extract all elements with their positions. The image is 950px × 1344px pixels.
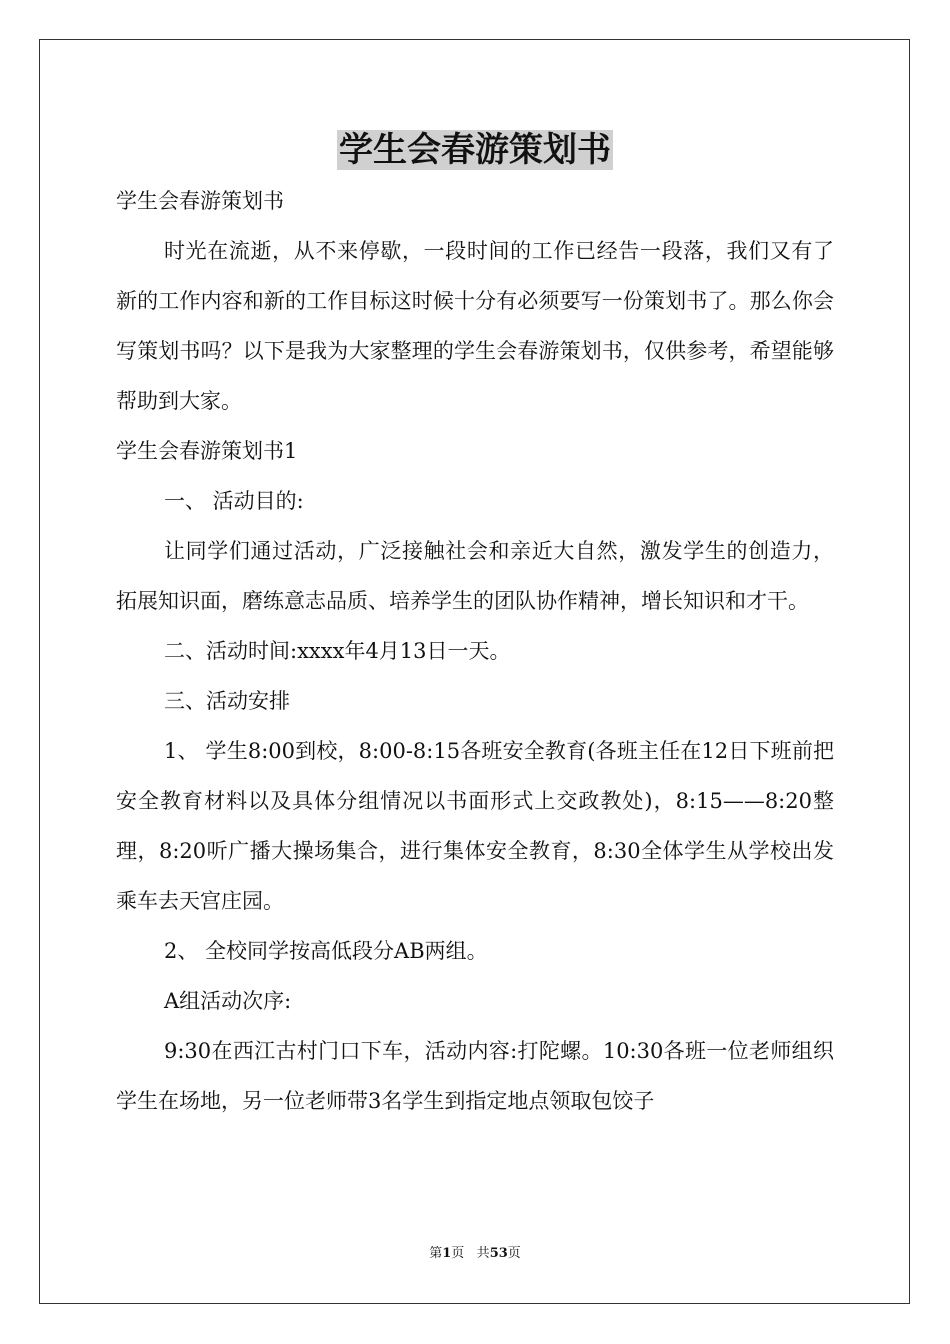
body-paragraph: 一、 活动目的: xyxy=(164,489,304,513)
footer-prefix: 第 xyxy=(429,1246,443,1261)
body-paragraph: 时光在流逝，从不来停歇，一段时间的工作已经告一段落，我们又有了新的工作内容和新的工作目标这时候十分有必须要写一份策划书了。那么你会写策划书吗？以下是我为大家整理的学生会春游策划书，仅供参考，希望能够帮助到大家。 xyxy=(116,239,834,413)
footer-total-suffix: 页 xyxy=(507,1246,521,1261)
footer-page-suffix: 页 xyxy=(451,1246,465,1261)
body-paragraph: 9:30在西江古村门口下车，活动内容:打陀螺。10:30各班一位老师组织学生在场地，另一位老师带3名学生到指定地点领取包饺子 xyxy=(116,1039,834,1113)
document-title xyxy=(0,128,950,172)
body-paragraph: 2、 全校同学按高低段分AB两组。 xyxy=(164,939,488,963)
body-paragraph: 三、活动安排 xyxy=(164,689,290,713)
page-footer xyxy=(0,1244,950,1264)
document-title-text: 学生会春游策划书 xyxy=(339,130,611,170)
body-paragraph: 学生会春游策划书1 xyxy=(116,439,298,463)
footer-total-pages: 53 xyxy=(489,1246,508,1261)
body-paragraph: 1、 学生8:00到校，8:00-8:15各班安全教育(各班主任在12日下班前把安全教育材料以及具体分组情况以书面形式上交政教处)，8:15——8:20整理，8:20听广播大操场集合，进行集体安全教育，8:30全体学生从学校出发乘车去天宫庄园。 xyxy=(116,739,834,913)
body-paragraph: 二、活动时间:xxxx年4月13日一天。 xyxy=(164,639,511,663)
body-paragraph: A组活动次序: xyxy=(164,989,292,1013)
body-paragraph: 让同学们通过活动，广泛接触社会和亲近大自然，激发学生的创造力，拓展知识面，磨练意志品质、培养学生的团队协作精神，增长知识和才干。 xyxy=(116,539,834,613)
footer-total-prefix: 共 xyxy=(476,1246,490,1261)
body-paragraph: 学生会春游策划书 xyxy=(116,189,284,213)
document-body xyxy=(116,176,834,1126)
footer-page-number: 1 xyxy=(442,1246,452,1261)
